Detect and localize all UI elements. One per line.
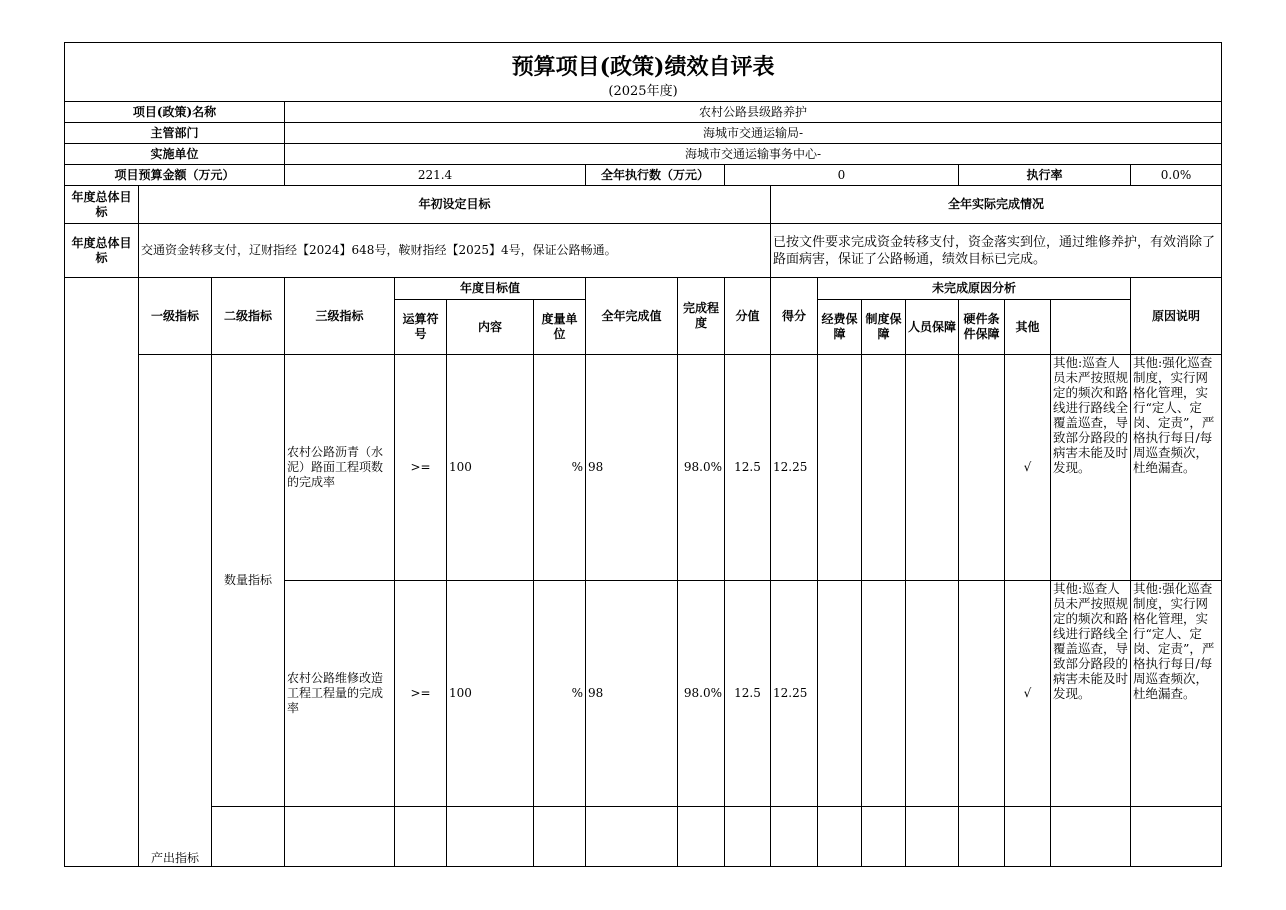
- row-cell: [586, 807, 678, 867]
- initial-goal-header: 年初设定目标: [139, 186, 771, 224]
- goal-label-2: 年度总体目标: [65, 224, 139, 278]
- header-level3: 三级指标: [285, 278, 395, 355]
- row-content: 100: [447, 581, 534, 807]
- row-cell: [771, 807, 818, 867]
- row-cell: [862, 807, 906, 867]
- row-r-fund: [818, 581, 862, 807]
- row-cell: [959, 807, 1005, 867]
- row-cell: [678, 807, 725, 867]
- exec-value: 0: [725, 165, 959, 186]
- row-cell: [447, 807, 534, 867]
- project-name-value: 农村公路县级路养护: [285, 102, 1222, 123]
- row-unit: %: [534, 355, 586, 581]
- row-completion: 98.0%: [678, 355, 725, 581]
- header-operator: 运算符号: [395, 300, 447, 355]
- header-got: 得分: [771, 278, 818, 355]
- row-improve: 其他:强化巡查制度，实行网格化管理，实行“定人、定岗、定责”，严格执行每日/每周巡查频次，杜绝漏查。: [1131, 355, 1222, 581]
- row-r-system: [862, 581, 906, 807]
- row-score: 12.5: [725, 355, 771, 581]
- row-operator: >=: [395, 355, 447, 581]
- unit-label: 实施单位: [65, 144, 285, 165]
- project-name-label: 项目(政策)名称: [65, 102, 285, 123]
- row-content: 100: [447, 355, 534, 581]
- row-annual-value: 98: [586, 355, 678, 581]
- row-cell: [1051, 807, 1131, 867]
- row-cell: [285, 807, 395, 867]
- performance-sheet: [64, 42, 1221, 865]
- header-content: 内容: [447, 300, 534, 355]
- row-unit: %: [534, 581, 586, 807]
- dept-value: 海城市交通运输局-: [285, 123, 1222, 144]
- row-r-fund: [818, 355, 862, 581]
- row-indicator: 农村公路沥青（水泥）路面工程项数的完成率: [285, 355, 395, 581]
- initial-goal-text: 交通资金转移支付，辽财指经【2024】648号，鞍财指经【2025】4号，保证公路畅通。: [139, 224, 771, 278]
- header-score: 分值: [725, 278, 771, 355]
- row-cell: [1131, 807, 1222, 867]
- header-r-hardware: 硬件条件保障: [959, 300, 1005, 355]
- row-improve: 其他:强化巡查制度，实行网格化管理，实行“定人、定岗、定责”，严格执行每日/每周巡查频次，杜绝漏查。: [1131, 581, 1222, 807]
- header-level2: 二级指标: [212, 278, 285, 355]
- dept-label: 主管部门: [65, 123, 285, 144]
- header-level1: 一级指标: [139, 278, 212, 355]
- row-cell: [906, 807, 959, 867]
- header-annual-value: 全年完成值: [586, 278, 678, 355]
- row-operator: >=: [395, 581, 447, 807]
- row-got: 12.25: [771, 355, 818, 581]
- form-subtitle: (2025年度): [65, 83, 1222, 102]
- indicator-section-spacer: [65, 278, 139, 867]
- header-completion: 完成程度: [678, 278, 725, 355]
- row-r-other-mark: √: [1005, 355, 1051, 581]
- header-reason-group: 未完成原因分析: [818, 278, 1131, 300]
- row-annual-value: 98: [586, 581, 678, 807]
- row-cell: [534, 807, 586, 867]
- section-level1: 产出指标: [139, 355, 212, 867]
- row-score: 12.5: [725, 581, 771, 807]
- row-cell: [725, 807, 771, 867]
- header-r-system: 制度保障: [862, 300, 906, 355]
- form-title: 预算项目(政策)绩效自评表: [65, 43, 1222, 83]
- exec-label: 全年执行数（万元）: [586, 165, 725, 186]
- row-completion: 98.0%: [678, 581, 725, 807]
- row-r-staff: [906, 581, 959, 807]
- header-r-other: 其他: [1005, 300, 1051, 355]
- actual-goal-header: 全年实际完成情况: [771, 186, 1222, 224]
- row-r-other-mark: √: [1005, 581, 1051, 807]
- self-evaluation-table: [64, 42, 1222, 867]
- header-target-group: 年度目标值: [395, 278, 586, 300]
- row-level2-next: [212, 807, 285, 867]
- table-row: [65, 807, 1222, 867]
- section-level2: 数量指标: [212, 355, 285, 807]
- budget-label: 项目预算金额（万元）: [65, 165, 285, 186]
- unit-value: 海城市交通运输事务中心-: [285, 144, 1222, 165]
- header-r-fund: 经费保障: [818, 300, 862, 355]
- row-cell: [818, 807, 862, 867]
- header-r-desc: 原因说明: [1131, 278, 1222, 355]
- header-unit: 度量单位: [534, 300, 586, 355]
- actual-goal-text: 已按文件要求完成资金转移支付，资金落实到位，通过维修养护，有效消除了路面病害，保证了公路畅通，绩效目标已完成。: [771, 224, 1222, 278]
- row-reason: 其他:巡查人员未严按照规定的频次和路线进行路线全覆盖巡查，导致部分路段的病害未能及时发现。: [1051, 355, 1131, 581]
- goal-label: 年度总体目标: [65, 186, 139, 224]
- row-cell: [395, 807, 447, 867]
- row-r-hardware: [959, 355, 1005, 581]
- row-r-staff: [906, 355, 959, 581]
- table-row: [65, 355, 1222, 581]
- header-r-staff: 人员保障: [906, 300, 959, 355]
- rate-value: 0.0%: [1131, 165, 1222, 186]
- row-r-system: [862, 355, 906, 581]
- row-indicator: 农村公路维修改造工程工程量的完成率: [285, 581, 395, 807]
- row-cell: [1005, 807, 1051, 867]
- row-r-hardware: [959, 581, 1005, 807]
- rate-label: 执行率: [959, 165, 1131, 186]
- budget-value: 221.4: [285, 165, 586, 186]
- row-got: 12.25: [771, 581, 818, 807]
- row-reason: 其他:巡查人员未严按照规定的频次和路线进行路线全覆盖巡查，导致部分路段的病害未能及时发现。: [1051, 581, 1131, 807]
